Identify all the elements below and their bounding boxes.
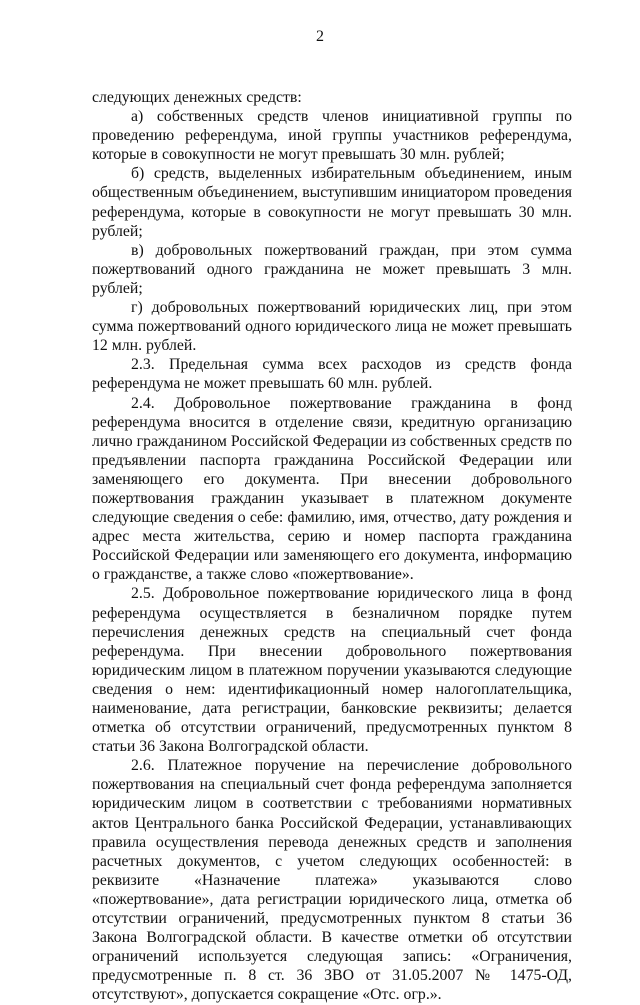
paragraph-clause-2-6: 2.6. Платежное поручение на перечисление добровольного пожертвования на специальный счет фонда референдума заполняется юридическим лицом в соответствии с требованиями нормативных актов Центрального банка Российской Федерации, устанавливающих правила осуществления перевода денежных средств и заполнения расчетных документов, с учетом следующих особенностей: в реквизите «Назначение платежа» указываются слово «пожертвование», дата регистрации юридического лица, отметка об отсутствии ограничений, предусмотренных пунктом 8 статьи 36 Закона Волгоградской области. В качестве отметки об отсутствии ограничений используется следующая запись: «Ограничения, предусмотренные п. 8 ст. 36 ЗВО от 31.05.2007 № 1475-ОД, отсутствуют», допускается сокращение «Отс. огр.».: [92, 757, 572, 1004]
paragraph-item-v: в) добровольных пожертвований граждан, при этом сумма пожертвований одного гражданина не может превышать 3 млн. рублей;: [92, 241, 572, 297]
paragraph-item-b: б) средств, выделенных избирательным объединением, иным общественным объединением, выступившим инициатором проведения референдума, которые в совокупности не могут превышать 30 млн. рублей;: [92, 165, 572, 240]
paragraph-clause-2-3: 2.3. Предельная сумма всех расходов из средств фонда референдума не может превышать 60 млн. рублей.: [92, 356, 572, 393]
paragraph-clause-2-4: 2.4. Добровольное пожертвование гражданина в фонд референдума вносится в отделение связи, кредитную организацию лично гражданином Российской Федерации из собственных средств по предъявлении паспорта гражданина Российской Федерации или заменяющего его документа. При внесении добровольного пожертвования гражданин указывает в платежном документе следующие сведения о себе: фамилию, имя, отчество, дату рождения и адрес места жительства, серию и номер паспорта гражданина Российской Федерации или заменяющего его документа, информацию о гражданстве, а также слово «пожертвование».: [92, 394, 572, 584]
paragraph-lead: следующих денежных средств:: [92, 89, 302, 106]
paragraph-item-a: а) собственных средств членов инициативной группы по проведению референдума, иной группы участников референдума, которые в совокупности не могут превышать 30 млн. рублей;: [92, 108, 572, 164]
paragraph-clause-2-5: 2.5. Добровольное пожертвование юридического лица в фонд референдума осуществляется в безналичном порядке путем перечисления денежных средств на специальный счет фонда референдума. При внесении добровольного пожертвования юридическим лицом в платежном поручении указываются следующие сведения о нем: идентификационный номер налогоплательщика, наименование, дата регистрации, банковские реквизиты; делается отметка об отсутствии ограничений, предусмотренных пунктом 8 статьи 36 Закона Волгоградской области.: [92, 585, 572, 756]
paragraph-item-g: г) добровольных пожертвований юридических лиц, при этом сумма пожертвований одного юридического лица не может превышать 12 млн. рублей.: [92, 299, 572, 355]
page-number: 2: [316, 28, 324, 45]
document-body: [92, 88, 572, 1005]
